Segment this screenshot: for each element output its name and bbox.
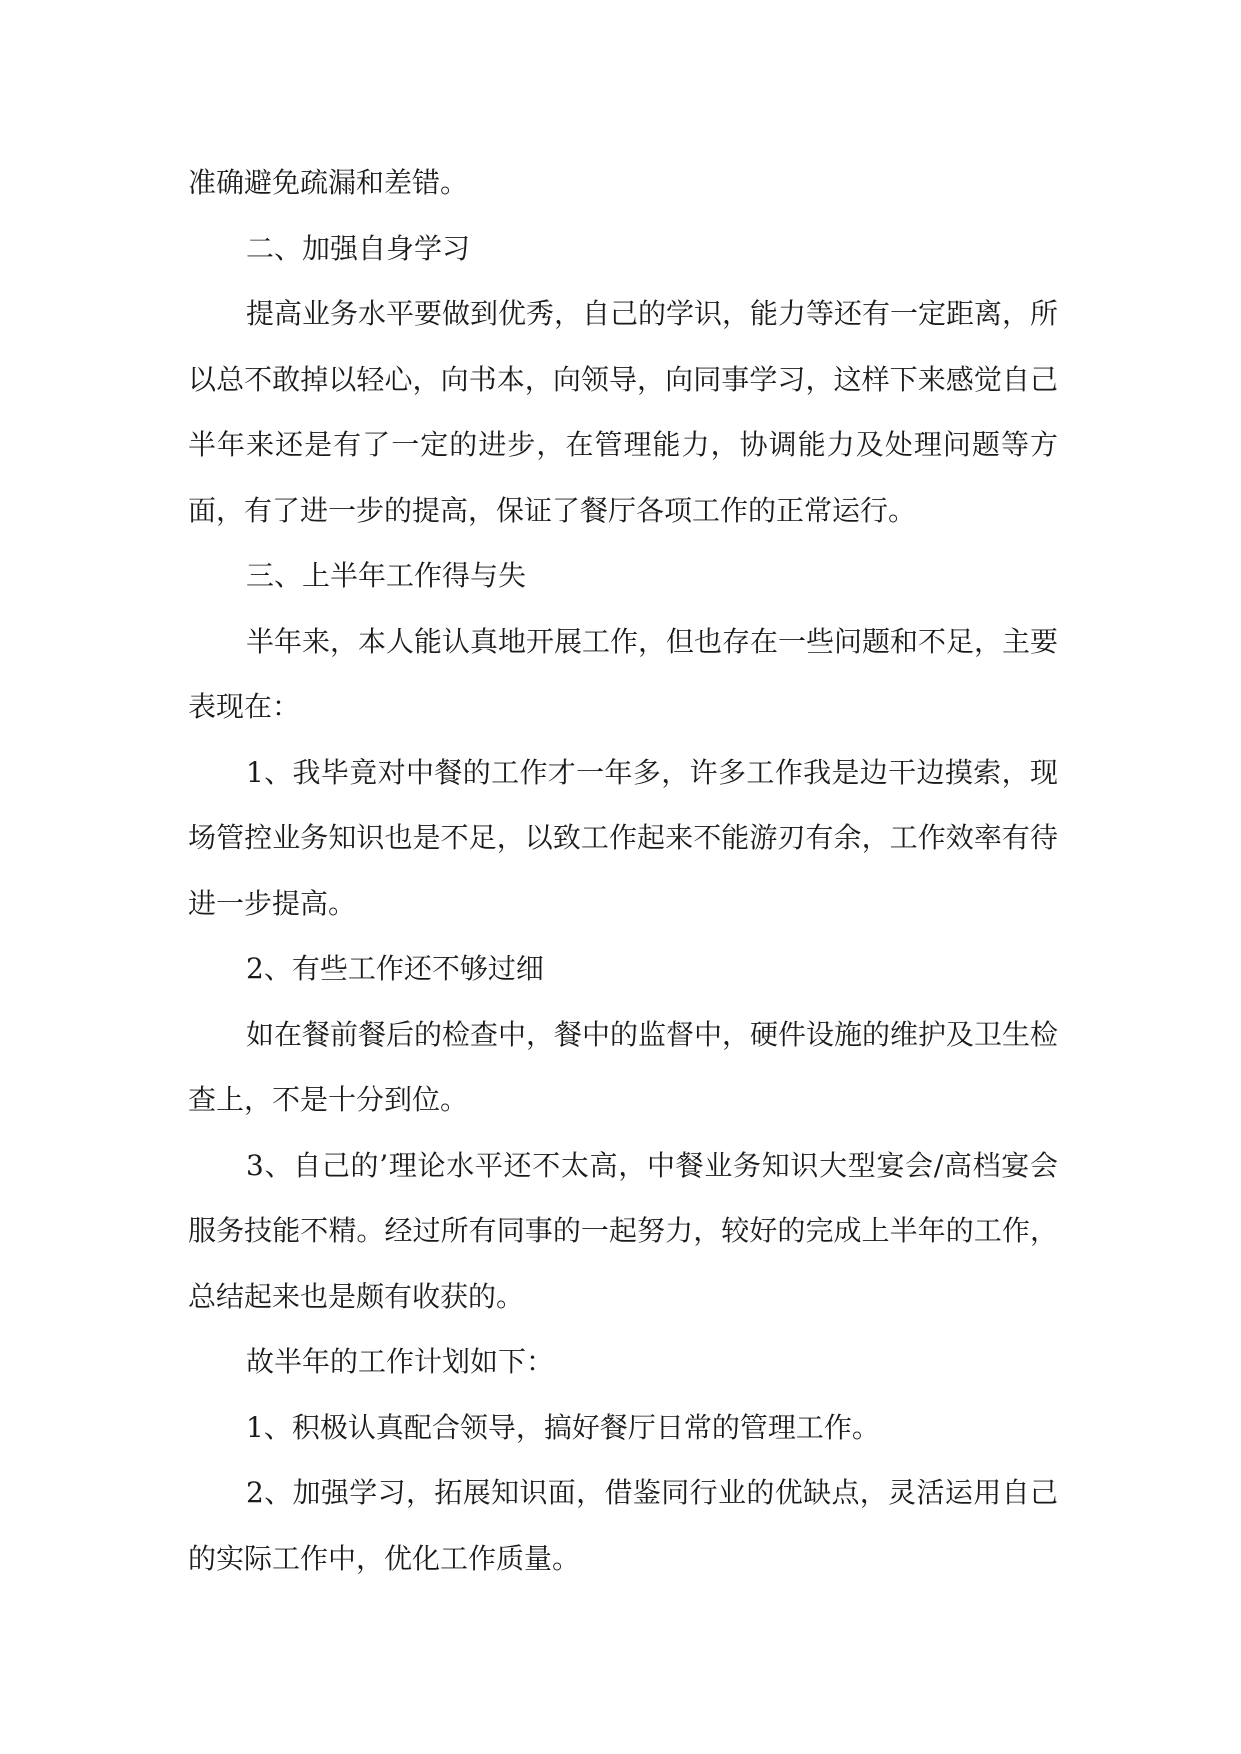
paragraph: 如在餐前餐后的检查中，餐中的监督中，硬件设施的维护及卫生检查上，不是十分到位。 — [188, 1017, 1059, 1116]
list-item: 1、积极认真配合领导，搞好餐厅日常的管理工作。 — [246, 1410, 880, 1444]
list-item: 3、自己的’理论水平还不太高，中餐业务知识大型宴会/高档宴会服务技能不精。经过所有同事的一起努力，较好的完成上半年的工作，总结起来也是颇有收获的。 — [188, 1148, 1058, 1313]
paragraph: 故半年的工作计划如下： — [246, 1345, 555, 1378]
list-item: 2、有些工作还不够过细 — [246, 952, 544, 985]
list-item: 1、我毕竟对中餐的工作才一年多，许多工作我是边干边摸索，现场管控业务知识也是不足，以致工作起来不能游刃有余，工作效率有待进一步提高。 — [188, 755, 1058, 920]
list-item: 2、加强学习，拓展知识面，借鉴同行业的优缺点，灵活运用自己的实际工作中，优化工作质量。 — [188, 1476, 1058, 1575]
paragraph: 提高业务水平要做到优秀，自己的学识，能力等还有一定距离，所以总不敢掉以轻心，向书本，向领导，向同事学习，这样下来感觉自己半年来还是有了一定的进步，在管理能力，协调能力及处理问题等方面，有了进一步的提高，保证了餐厅各项工作的正常运行。 — [188, 297, 1059, 527]
paragraph-continuation: 准确避免疏漏和差错。 — [188, 166, 469, 199]
document-body — [188, 150, 1058, 1591]
section-heading-3: 三、上半年工作得与失 — [246, 559, 527, 592]
section-heading-2: 二、加强自身学习 — [246, 231, 471, 265]
paragraph: 半年来，本人能认真地开展工作，但也存在一些问题和不足，主要表现在： — [188, 624, 1059, 723]
